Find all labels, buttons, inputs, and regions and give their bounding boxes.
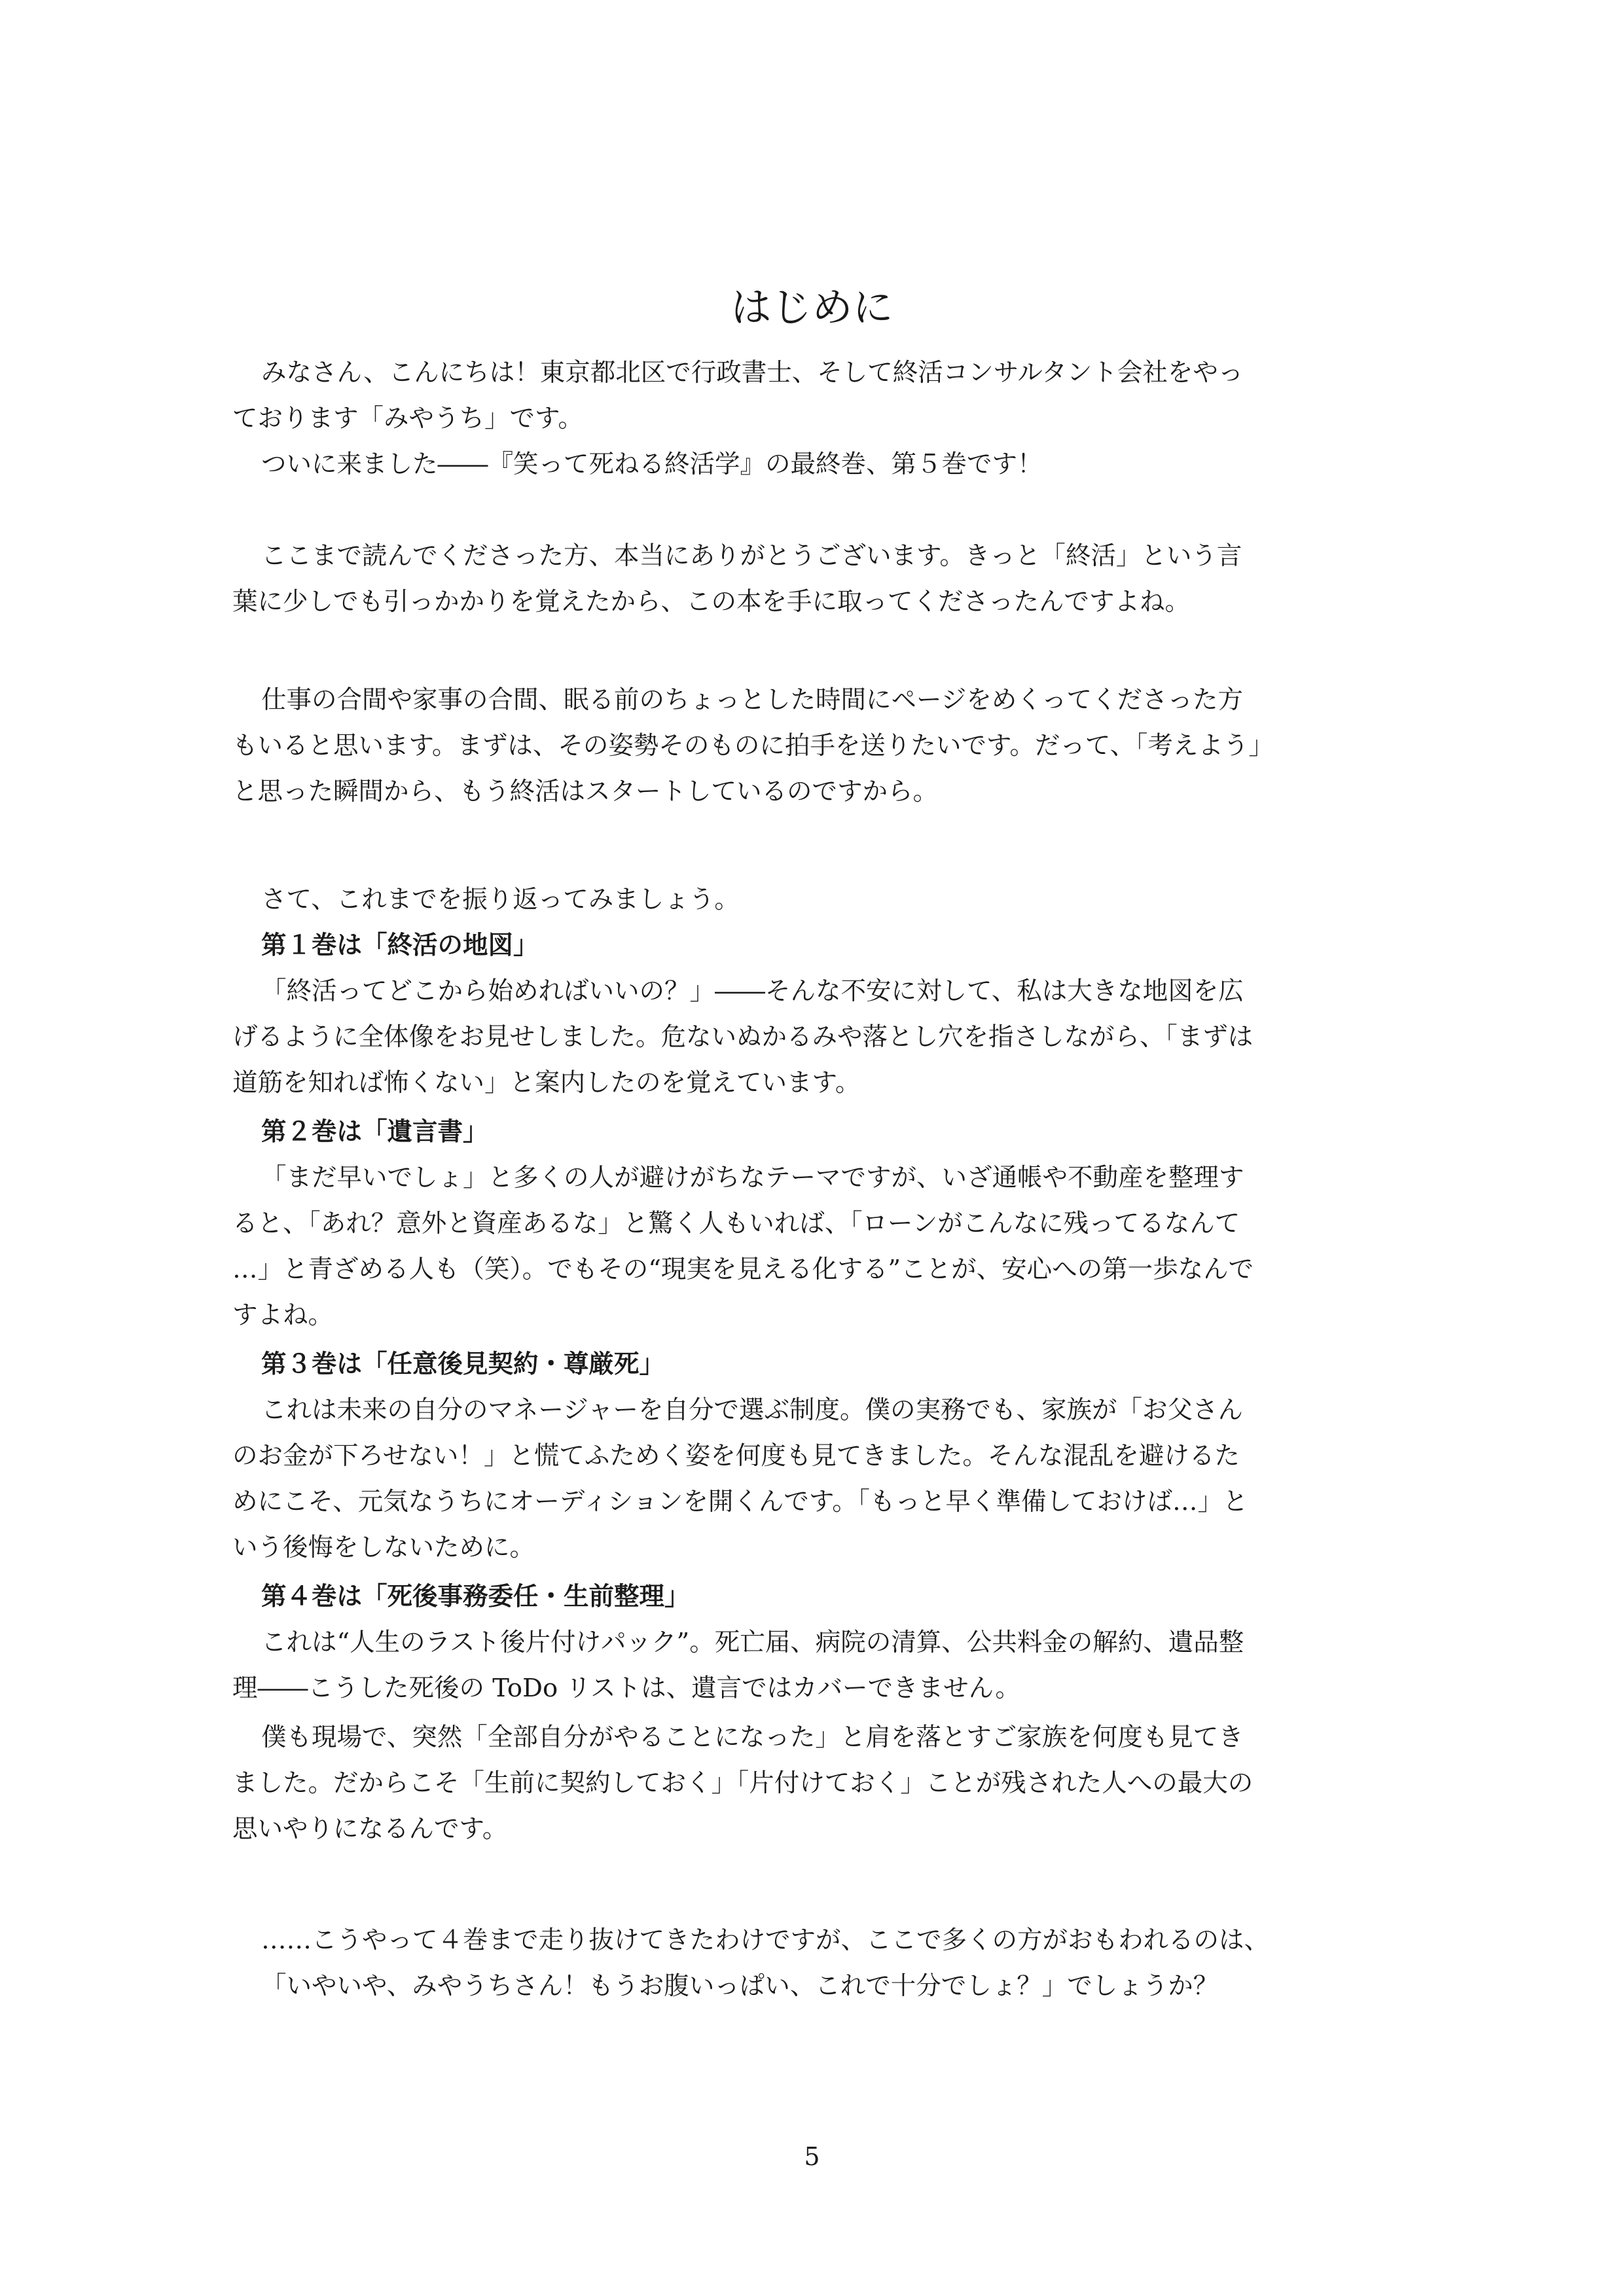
paragraph-line: ました。だからこそ「生前に契約しておく」「片付けておく」ことが残された人への最大の <box>232 1768 1254 1798</box>
paragraph-line: ると、「あれ？意外と資産あるな」と驚く人もいれば、「ローンがこんなに残ってるなんて <box>232 1209 1240 1238</box>
paragraph-line: のお金が下ろせない！」と慌てふためく姿を何度も見てきました。そんな混乱を避けるた <box>232 1441 1240 1471</box>
paragraph-line: 「いやいや、みやうちさん！もうお腹いっぱい、これで十分でしょ？」でしょうか？ <box>261 1971 1219 2001</box>
paragraph-line: 葉に少しでも引っかかりを覚えたから、この本を手に取ってくださったんですよね。 <box>232 587 1191 617</box>
paragraph-line: と思った瞬間から、もう終活はスタートしているのですから。 <box>232 777 939 806</box>
paragraph-line: 「終活ってどこから始めればいいの？」――そんな不安に対して、私は大きな地図を広 <box>261 977 1244 1006</box>
paragraph-line: 「まだ早いでしょ」と多くの人が避けがちなテーマですが、いざ通帳や不動産を整理す <box>261 1163 1244 1193</box>
paragraph-line: いう後悔をしないために。 <box>232 1533 535 1562</box>
section-heading-volume-2: 第２巻は「遺言書」 <box>261 1117 488 1147</box>
paragraph-line: もいると思います。まずは、その姿勢そのものに拍手を送りたいです。だって、「考えよう」 <box>232 731 1274 761</box>
section-heading-volume-3: 第３巻は「任意後見契約・尊厳死」 <box>261 1350 665 1379</box>
paragraph-line: …」と青ざめる人も（笑）。でもその“現実を見える化する”ことが、安心への第一歩なんで <box>232 1255 1254 1284</box>
section-heading-volume-1: 第１巻は「終活の地図」 <box>261 931 539 960</box>
paragraph-line: すよね。 <box>232 1300 334 1330</box>
paragraph-line: 仕事の合間や家事の合間、眠る前のちょっとした時間にページをめくってくださった方 <box>261 685 1243 715</box>
section-heading-volume-4: 第４巻は「死後事務委任・生前整理」 <box>261 1582 690 1611</box>
paragraph-line: めにこそ、元気なうちにオーディションを開くんです。「もっと早く準備しておけば…」と <box>232 1487 1248 1516</box>
paragraph-line: 理――こうした死後の ToDo リストは、遺言ではカバーできません。 <box>232 1674 1020 1703</box>
paragraph-line: みなさん、こんにちは！東京都北区で行政書士、そして終活コンサルタント会社をやっ <box>261 358 1244 387</box>
paragraph-line: 道筋を知れば怖くない」と案内したのを覚えています。 <box>232 1068 861 1098</box>
paragraph-line: 僕も現場で、突然「全部自分がやることになった」と肩を落とすご家族を何度も見てき <box>261 1723 1244 1752</box>
paragraph-line: ております「みやうち」です。 <box>232 404 583 433</box>
paragraph-line: ここまで読んでくださった方、本当にありがとうございます。きっと「終活」という言 <box>261 541 1242 571</box>
paragraph-line: 思いやりになるんです。 <box>232 1814 508 1844</box>
paragraph-line: これは未来の自分のマネージャーを自分で選ぶ制度。僕の実務でも、家族が「お父さん <box>261 1395 1243 1425</box>
paragraph-line: ついに来ました――『笑って死ねる終活学』の最終巻、第５巻です！ <box>261 450 1043 479</box>
paragraph-line: ……こうやって４巻まで走り抜けてきたわけですが、ここで多くの方がおもわれるのは、 <box>261 1926 1270 1955</box>
page-title: はじめに <box>731 283 893 331</box>
paragraph-line: さて、これまでを振り返ってみましょう。 <box>261 885 740 914</box>
paragraph-line: これは“人生のラスト後片付けパック”。死亡届、病院の清算、公共料金の解約、遺品整 <box>261 1628 1244 1657</box>
paragraph-line: げるように全体像をお見せしました。危ないぬかるみや落とし穴を指さしながら、「まずは <box>232 1022 1254 1052</box>
page-number: 5 <box>804 2142 820 2171</box>
